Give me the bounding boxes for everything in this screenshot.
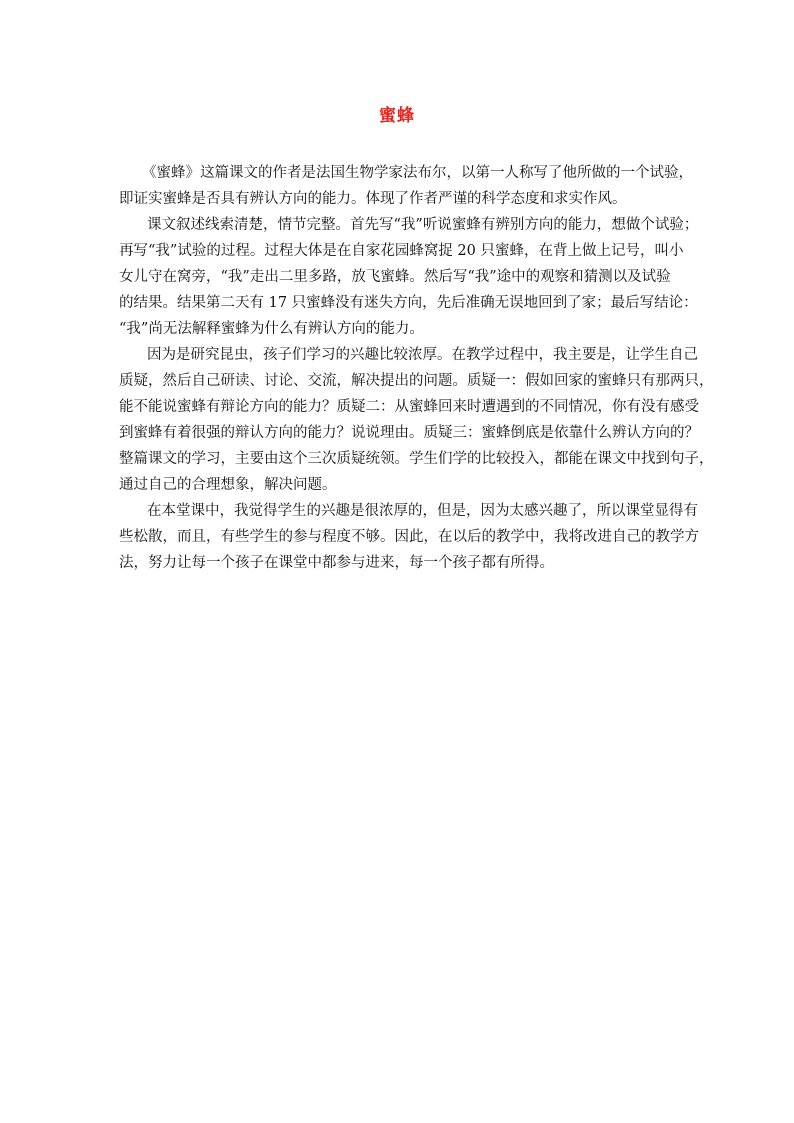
- paragraph-3-line-4: 到蜜蜂有着很强的辩认方向的能力？说说理由。质疑三：蜜蜂倒底是依靠什么辨认方向的？: [119, 425, 699, 441]
- paragraph-4-line-2: 些松散，而且，有些学生的参与程度不够。因此，在以后的教学中，我将改进自己的教学方: [119, 529, 699, 545]
- paragraph-3-line-1: 因为是研究昆虫，孩子们学习的兴趣比较浓厚。在教学过程中，我主要是，让学生自己: [147, 347, 698, 363]
- paragraph-1-line-1: 《蜜蜂》这篇课文的作者是法国生物学家法布尔，以第一人称写了他所做的一个试验，: [142, 165, 693, 181]
- paragraph-4-line-3: 法，努力让每一个孩子在课堂中都参与进来，每一个孩子都有所得。: [119, 555, 554, 571]
- document-title: 蜜蜂: [379, 106, 415, 126]
- paragraph-3-line-2: 质疑，然后自己研读、讨论、交流，解决提出的问题。质疑一：假如回家的蜜蜂只有那两只，: [119, 373, 714, 389]
- paragraph-3-line-3: 能不能说蜜蜂有辩论方向的能力？质疑二：从蜜蜂回来时遭遇到的不同情况，你有没有感受: [119, 399, 699, 415]
- paragraph-2-line-5: “我”尚无法解释蜜蜂为什么有辨认方向的能力。: [119, 321, 424, 337]
- paragraph-2-line-1: 课文叙述线索清楚，情节完整。首先写“我”听说蜜蜂有辨别方向的能力，想做个试验；: [147, 217, 699, 233]
- paragraph-3-line-6: 通过自己的合理想象，解决问题。: [119, 477, 337, 493]
- document-body: [119, 160, 714, 576]
- paragraph-3-line-5: 整篇课文的学习，主要由这个三次质疑统领。学生们学的比较投入，都能在课文中找到句子，: [119, 451, 714, 467]
- paragraph-2-line-2: 再写“我”试验的过程。过程大体是在自家花园蜂窝捉 20 只蜜蜂，在背上做上记号，叫小: [119, 243, 684, 259]
- paragraph-2-line-4: 的结果。结果第二天有 17 只蜜蜂没有迷失方向，先后准确无误地回到了家；最后写结论：: [119, 295, 698, 311]
- paragraph-2-line-3: 女儿守在窝旁，“我”走出二里多路，放飞蜜蜂。然后写“我”途中的观察和猜测以及试验: [119, 269, 671, 285]
- paragraph-1-line-2: 即证实蜜蜂是否具有辨认方向的能力。体现了作者严谨的科学态度和求实作风。: [119, 191, 627, 207]
- paragraph-4-line-1: 在本堂课中，我觉得学生的兴趣是很浓厚的，但是，因为太感兴趣了，所以课堂显得有: [147, 503, 698, 519]
